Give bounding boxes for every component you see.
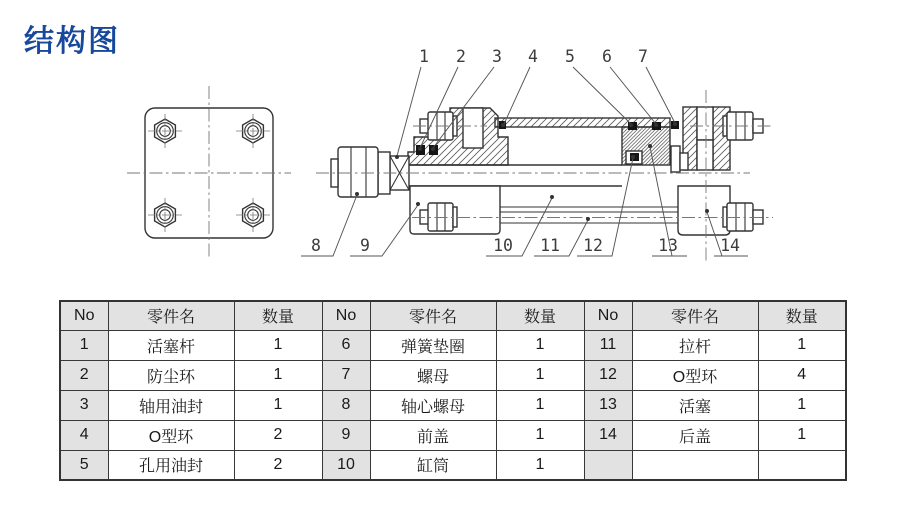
- part-qty-cell: 1: [496, 360, 584, 390]
- callout-5: 5: [565, 47, 575, 66]
- part-no-cell: 7: [322, 360, 370, 390]
- rod-nut: [338, 147, 378, 197]
- callout-7: 7: [638, 47, 648, 66]
- part-qty-cell: 1: [234, 330, 322, 360]
- table-header-row: [60, 301, 846, 330]
- callout-14: 14: [720, 236, 740, 255]
- part-name-cell: 螺母: [370, 360, 496, 390]
- part-name-cell: 活塞: [632, 390, 758, 420]
- part-name-cell: 后盖: [632, 420, 758, 450]
- header-name: 零件名: [370, 301, 496, 330]
- callout-4: 4: [528, 47, 538, 66]
- part-qty-cell: 1: [496, 450, 584, 480]
- part-qty-cell: 1: [758, 390, 846, 420]
- header-name: 零件名: [632, 301, 758, 330]
- callout-12: 12: [583, 236, 603, 255]
- part-name-cell: 弹簧垫圈: [370, 330, 496, 360]
- header-qty: 数量: [496, 301, 584, 330]
- callout-13: 13: [658, 236, 678, 255]
- part-no-cell: 5: [60, 450, 108, 480]
- part-qty-cell: 2: [234, 420, 322, 450]
- page-title: 结构图: [24, 25, 120, 58]
- piston-rod: [409, 165, 622, 186]
- part-no-cell: 11: [584, 330, 632, 360]
- header-qty: 数量: [234, 301, 322, 330]
- part-name-cell: 拉杆: [632, 330, 758, 360]
- flange-end-view: [127, 86, 291, 260]
- callout-3: 3: [492, 47, 502, 66]
- part-no-cell: 9: [322, 420, 370, 450]
- part-qty-cell: 1: [234, 360, 322, 390]
- header-qty: 数量: [758, 301, 846, 330]
- part-qty-cell: [758, 450, 846, 480]
- part-no-cell: 4: [60, 420, 108, 450]
- tierod-nut-rear-bottom: [723, 203, 763, 231]
- callout-11: 11: [540, 236, 560, 255]
- header-no: No: [584, 301, 632, 330]
- callout-9: 9: [360, 236, 370, 255]
- header-name: 零件名: [108, 301, 234, 330]
- callout-1: 1: [419, 47, 429, 66]
- part-name-cell: 活塞杆: [108, 330, 234, 360]
- part-name-cell: O型环: [108, 420, 234, 450]
- part-no-cell: 14: [584, 420, 632, 450]
- part-name-cell: [632, 450, 758, 480]
- part-name-cell: 缸筒: [370, 450, 496, 480]
- part-no-cell: 12: [584, 360, 632, 390]
- part-no-cell: 3: [60, 390, 108, 420]
- part-qty-cell: 1: [496, 330, 584, 360]
- cushion-bush: [680, 153, 688, 170]
- part-no-cell: 1: [60, 330, 108, 360]
- front-cover-section: [408, 108, 508, 165]
- parts-table: [59, 300, 847, 481]
- header-no: No: [60, 301, 108, 330]
- callout-10: 10: [493, 236, 513, 255]
- table-row: [60, 330, 846, 360]
- part-name-cell: 孔用油封: [108, 450, 234, 480]
- callout-2: 2: [456, 47, 466, 66]
- part-no-cell: [584, 450, 632, 480]
- part-qty-cell: 1: [758, 420, 846, 450]
- callout-6: 6: [602, 47, 612, 66]
- part-qty-cell: 1: [234, 390, 322, 420]
- part-name-cell: O型环: [632, 360, 758, 390]
- callout-8: 8: [311, 236, 321, 255]
- part-no-cell: 6: [322, 330, 370, 360]
- table-row: [60, 390, 846, 420]
- header-no: No: [322, 301, 370, 330]
- part-name-cell: 轴心螺母: [370, 390, 496, 420]
- part-name-cell: 防尘环: [108, 360, 234, 390]
- part-no-cell: 2: [60, 360, 108, 390]
- table-row: [60, 450, 846, 480]
- rear-cover-lower: [678, 186, 730, 235]
- part-name-cell: 轴用油封: [108, 390, 234, 420]
- front-cover-tierod-hole: [463, 108, 483, 148]
- part-no-cell: 13: [584, 390, 632, 420]
- table-row: [60, 420, 846, 450]
- part-qty-cell: 4: [758, 360, 846, 390]
- table-row: [60, 360, 846, 390]
- part-qty-cell: 1: [496, 420, 584, 450]
- part-qty-cell: 1: [758, 330, 846, 360]
- barrel-wall-section: [495, 118, 670, 127]
- part-no-cell: 8: [322, 390, 370, 420]
- part-qty-cell: 2: [234, 450, 322, 480]
- cushion-bush: [671, 146, 680, 172]
- part-name-cell: 前盖: [370, 420, 496, 450]
- part-qty-cell: 1: [496, 390, 584, 420]
- part-no-cell: 10: [322, 450, 370, 480]
